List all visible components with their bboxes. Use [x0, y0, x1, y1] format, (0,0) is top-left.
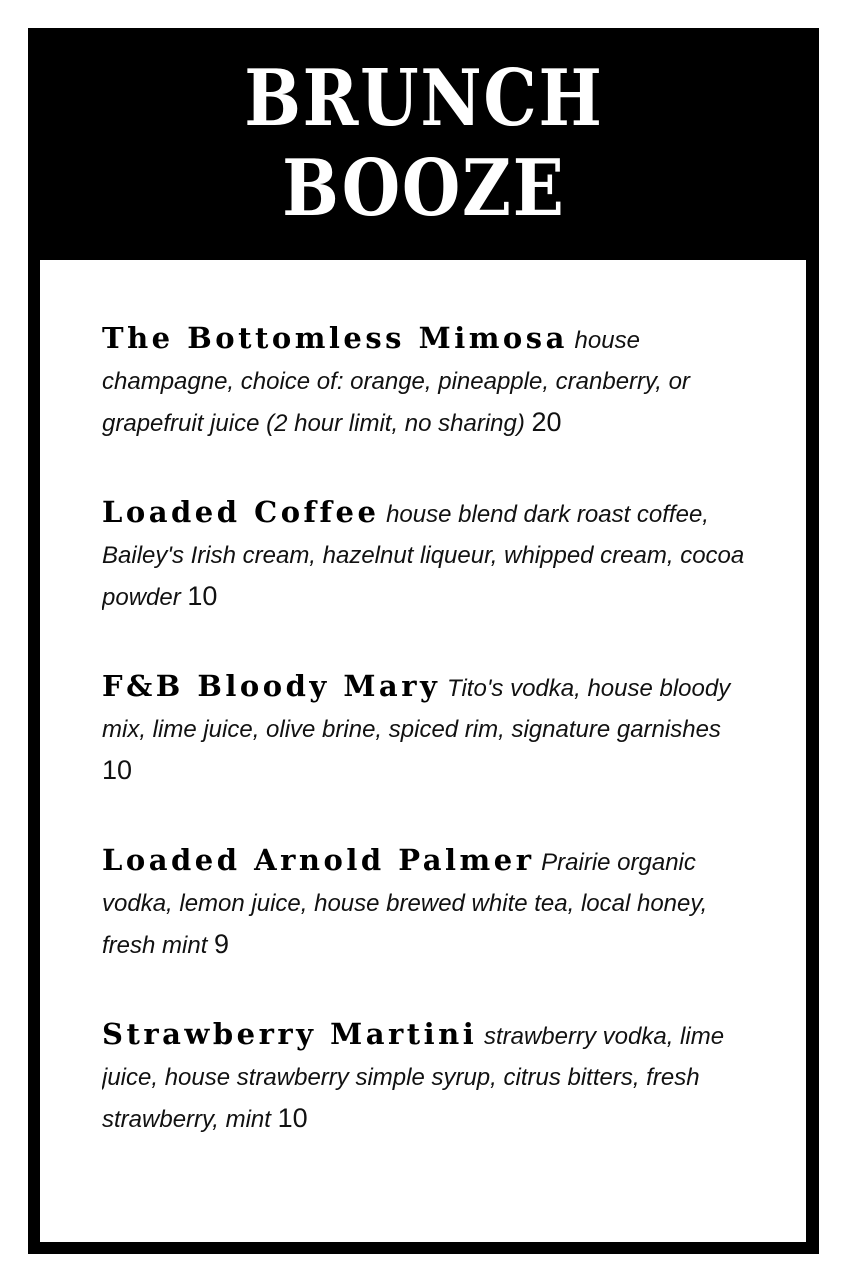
menu-item [102, 666, 752, 840]
menu-item-description: Prairie organic vodka, lemon juice, house brewed white tea, local honey, fresh mint [102, 849, 708, 959]
menu-item-price: 9 [214, 929, 230, 959]
menu-title-line-1: BRUNCH [243, 53, 604, 144]
menu-item [102, 492, 752, 666]
menu-item-description: Tito's vodka, house bloody mix, lime juice, olive brine, spiced rim, signature garnishes [102, 675, 731, 743]
menu-item-name: Loaded Arnold Palmer [102, 843, 535, 877]
menu-item-price: 20 [531, 407, 562, 437]
menu-frame [28, 28, 819, 1254]
menu-item [102, 840, 752, 1014]
menu-item-name: Loaded Coffee [102, 495, 380, 529]
menu-item-description: house champagne, choice of: orange, pineapple, cranberry, or grapefruit juice (2 hour limit, no sharing) [102, 327, 690, 437]
menu-item-price: 10 [102, 755, 133, 785]
menu-item-name: F&B Bloody Mary [102, 669, 441, 703]
menu-item [102, 1014, 752, 1188]
menu-item-description: strawberry vodka, lime juice, house strawberry simple syrup, citrus bitters, fresh strawberry, mint [102, 1023, 725, 1133]
menu-panel [40, 260, 806, 1242]
menu-item-name: The Bottomless Mimosa [102, 321, 568, 355]
menu-title-line-2: BOOZE [281, 143, 566, 234]
menu-item-price: 10 [277, 1103, 308, 1133]
menu-header [28, 28, 819, 260]
menu-item-list [102, 318, 752, 1188]
menu-item-name: Strawberry Martini [102, 1017, 478, 1051]
menu-item-price: 10 [187, 581, 218, 611]
menu-item-description: house blend dark roast coffee, Bailey's Irish cream, hazelnut liqueur, whipped cream, cocoa powder [102, 501, 745, 611]
menu-item [102, 318, 752, 492]
